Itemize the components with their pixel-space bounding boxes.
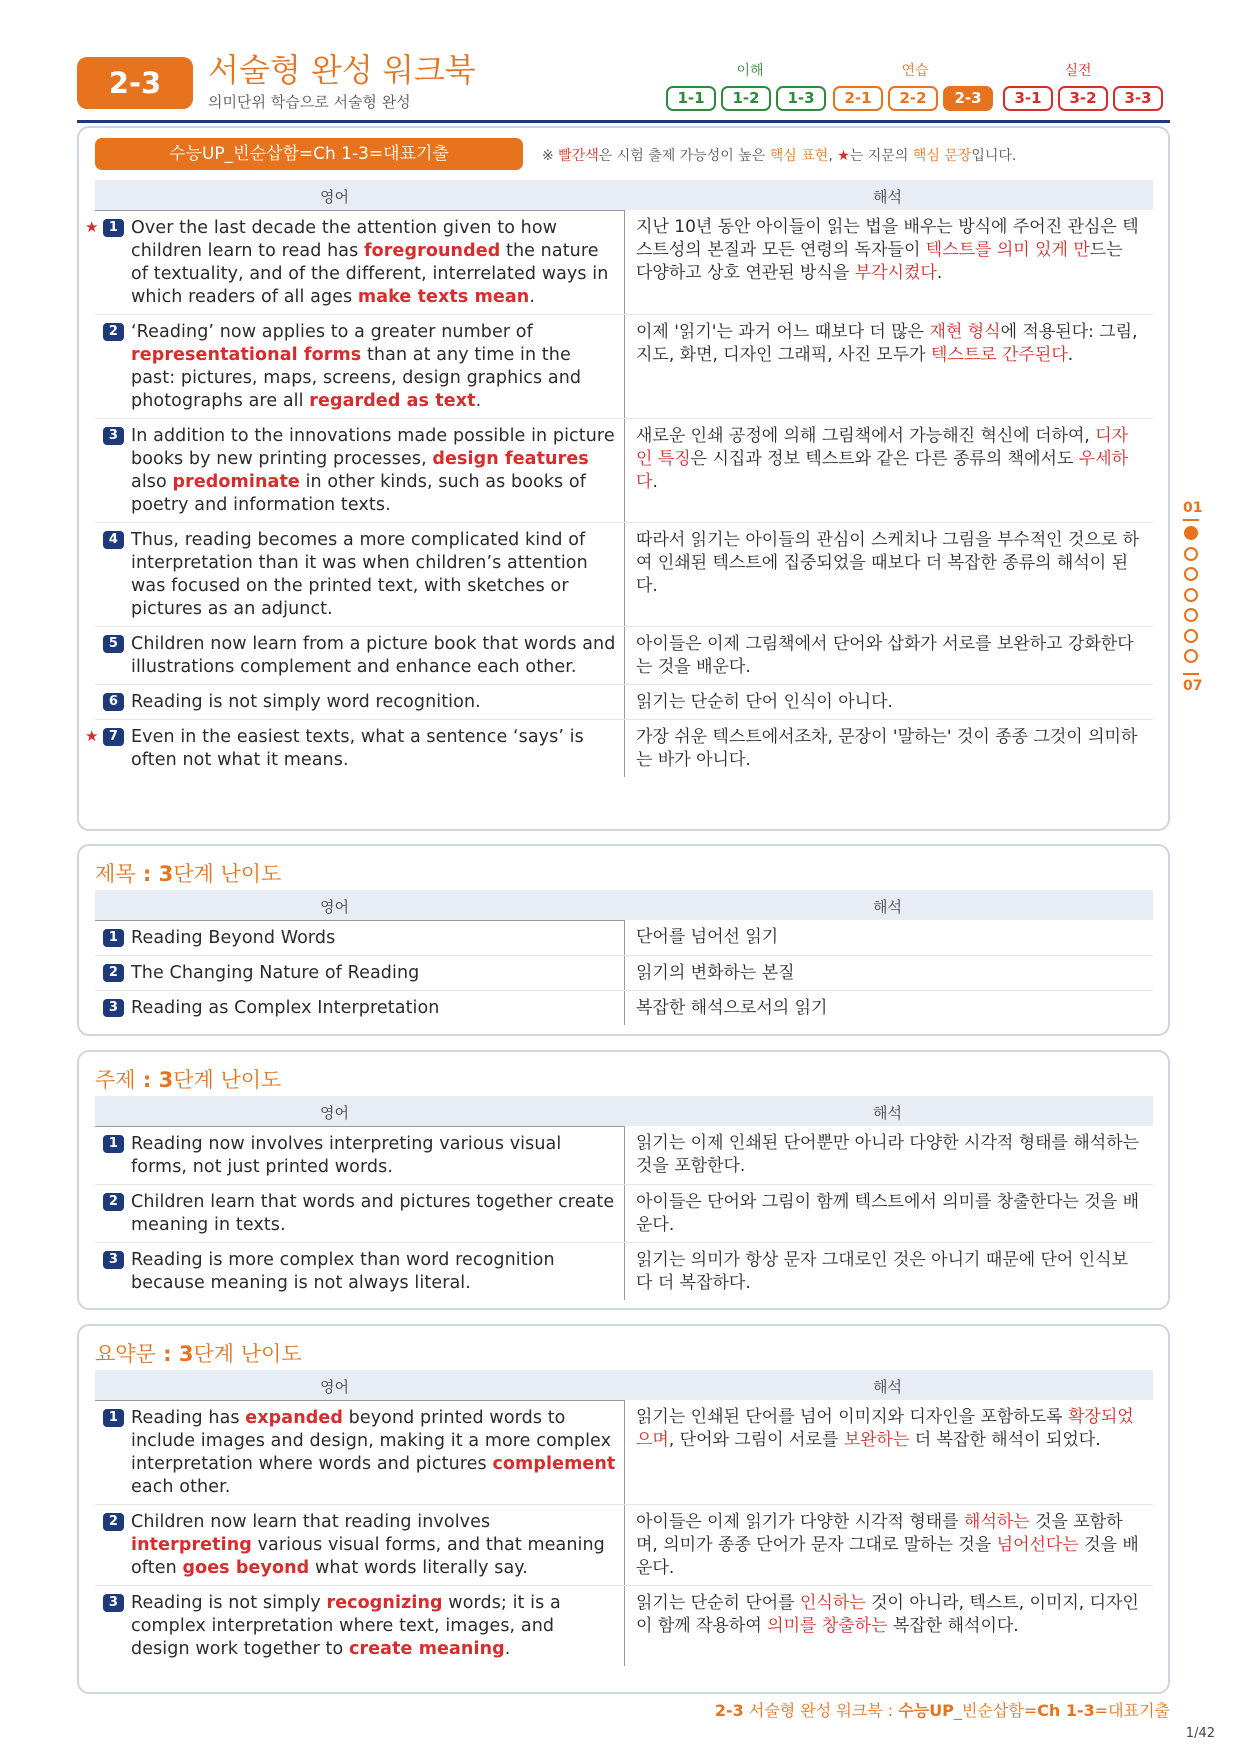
key-expression: complement (492, 1454, 616, 1474)
progress-dot (1184, 567, 1198, 581)
title-column-header (95, 890, 1153, 920)
nav-pill-2-1[interactable]: 2-1 (833, 86, 883, 111)
theme-section-heading (95, 1064, 281, 1094)
nav-group-label-practice: 연습 (901, 63, 929, 79)
sentence-number: 4 (103, 531, 124, 549)
translation-text: 복잡한 해석이다. (887, 1616, 1019, 1636)
key-expression: representational forms (131, 345, 362, 365)
sentence-number: 1 (103, 929, 124, 947)
sentence-text: Even in the easiest texts, what a sentence ‘says’ is often not what it means. (131, 727, 584, 770)
note-text-1: 은 시험 출제 가능성이 높은 (598, 148, 770, 164)
title-section-heading (95, 858, 281, 888)
heading-label: 주제 (95, 1068, 136, 1092)
korean-cell (625, 210, 1153, 314)
column-header-korean: 해석 (873, 1104, 902, 1122)
korean-cell (625, 1505, 1153, 1585)
progress-dot (1184, 629, 1198, 643)
column-header-english: 영어 (320, 898, 349, 916)
nav-group-label-real: 실전 (1064, 63, 1092, 79)
translation-text: 읽기는 단순히 단어를 (636, 1593, 801, 1613)
column-header-korean: 해석 (873, 898, 902, 916)
progress-dot (1184, 547, 1198, 561)
english-cell (95, 685, 625, 719)
unit-badge: 2-3 (77, 57, 193, 109)
key-expression: goes beyond (182, 1558, 310, 1578)
key-translation: 해석하는 (964, 1512, 1030, 1532)
translation-text: 읽기는 단순히 단어 인식이 아니다. (636, 692, 893, 712)
english-cell (95, 1126, 625, 1184)
note-text-2: , (828, 148, 838, 164)
english-cell (95, 1505, 625, 1585)
sentence-number: 6 (103, 693, 124, 711)
english-cell (95, 991, 625, 1025)
nav-pill-1-2[interactable]: 1-2 (721, 86, 771, 111)
translation-text: 것이 아니라, 텍스트, 이미지, 디자인이 함께 작용하여 (636, 1593, 1139, 1636)
table-row (95, 1586, 1153, 1666)
sentence-number: 1 (103, 219, 124, 237)
sentence-number: 2 (103, 323, 124, 341)
key-expression: expanded (245, 1408, 343, 1428)
translation-text: 새로운 인쇄 공정에 의해 그림책에서 가능해진 혁신에 더하여, (636, 426, 1096, 446)
nav-group-label-understand: 이해 (736, 63, 764, 79)
side-index-end: 07 (1183, 678, 1203, 694)
sentence-number: 3 (103, 999, 124, 1017)
note-red-word: 빨간색 (558, 148, 599, 164)
translation-text: 읽기는 이제 인쇄된 단어뿐만 아니라 다양한 시각적 형태를 해석하는 것을 포함한다. (636, 1133, 1140, 1176)
table-row (95, 523, 1153, 627)
heading-level: : 3 (155, 1342, 194, 1366)
footer-unit: 2-3 (714, 1701, 744, 1720)
korean-cell (625, 523, 1153, 626)
key-translation: 보완하는 (843, 1430, 910, 1450)
key-translation: 부각시켰다 (854, 263, 937, 283)
translation-text: 더 복잡한 해석이 되었다. (909, 1430, 1101, 1450)
nav-pill-3-1[interactable]: 3-1 (1003, 86, 1053, 111)
column-header-english: 영어 (320, 188, 349, 206)
sentence-text: also (131, 472, 173, 492)
footer-caption (715, 1698, 1170, 1721)
nav-pill-2-2[interactable]: 2-2 (888, 86, 938, 111)
summary-rows (95, 1400, 1153, 1666)
passage-rows (85, 210, 1153, 777)
english-cell (95, 1400, 625, 1504)
column-header-english: 영어 (320, 1378, 349, 1396)
note-core-expression: 핵심 표현 (769, 148, 829, 164)
sentence-text: in other kinds, such as books of poetry and information texts. (131, 472, 587, 515)
key-translation: 재현 형식 (929, 322, 1001, 342)
translation-text: . (936, 263, 943, 283)
english-cell (95, 1586, 625, 1666)
heading-difficulty: 단계 난이도 (173, 862, 282, 886)
sentence-text: Over the last decade the attention given to how children learn to read has (131, 218, 558, 261)
korean-cell (625, 315, 1153, 418)
english-cell (95, 419, 625, 522)
table-row (95, 1126, 1153, 1185)
key-expression: regarded as text (309, 391, 476, 411)
sentence-number: 2 (103, 1193, 124, 1211)
note-suffix: 입니다. (971, 148, 1017, 164)
translation-text: 드는 다양하고 상호 연관된 방식을 (636, 240, 1123, 283)
note-text-3: 는 지문의 (849, 148, 913, 164)
key-expression: design features (432, 449, 589, 469)
page-number: 1/42 (1185, 1726, 1215, 1741)
translation-text: , 단어와 그림이 서로를 (668, 1430, 844, 1450)
sentence-number: 1 (103, 1135, 124, 1153)
summary-section (77, 1324, 1170, 1694)
sentence-text: various visual forms, and that meaning often (131, 1535, 605, 1578)
heading-label: 제목 (95, 862, 136, 886)
sentence-text: Reading is not simply word recognition. (131, 692, 481, 712)
key-translation: 인식하는 (800, 1593, 866, 1613)
footer-series: 수능UP (898, 1701, 954, 1720)
korean-cell (625, 685, 1153, 719)
table-row (95, 1400, 1153, 1505)
theme-section (77, 1050, 1170, 1310)
table-row (95, 685, 1153, 720)
passage-column-header (95, 180, 1153, 210)
theme-rows (95, 1126, 1153, 1300)
table-row (95, 920, 1153, 956)
note-star-icon: ★ (837, 148, 850, 164)
key-translation: 확장되었으며 (636, 1407, 1134, 1450)
sentence-text: Reading is not simply (131, 1593, 327, 1613)
translation-text: 단어를 넘어선 읽기 (636, 927, 779, 947)
table-row (85, 720, 1153, 777)
progress-dot (1184, 608, 1198, 622)
english-cell (95, 920, 625, 955)
korean-cell (625, 1586, 1153, 1666)
key-expression: predominate (172, 472, 300, 492)
sentence-text: Children now learn that reading involves (131, 1512, 491, 1532)
footer-text-3: =대표기출 (1094, 1701, 1170, 1720)
sentence-text: ‘Reading’ now applies to a greater number of (131, 322, 533, 342)
sentence-text: Reading now involves interpreting various visual forms, not just printed words. (131, 1134, 562, 1177)
sentence-text: Thus, reading becomes a more complicated kind of interpretation than it was when children’s attention was focused on the printed text, with sketches or pictures as an adjunct. (131, 530, 588, 619)
table-row (95, 1505, 1153, 1586)
translation-text: . (652, 472, 658, 492)
sentence-text: each other. (131, 1477, 231, 1497)
nav-pill-3-2[interactable]: 3-2 (1058, 86, 1108, 111)
heading-level: : 3 (135, 1068, 174, 1092)
korean-cell (625, 956, 1153, 990)
nav-pill-2-3[interactable]: 2-3 (943, 86, 993, 111)
title-section (77, 844, 1170, 1036)
heading-difficulty: 단계 난이도 (193, 1342, 302, 1366)
translation-text: 것을 배운다. (636, 1535, 1139, 1578)
sentence-number: 7 (103, 728, 124, 746)
key-expression: interpreting (131, 1535, 252, 1555)
translation-text: 복잡한 해석으로서의 읽기 (636, 998, 828, 1018)
translation-text: 이제 '읽기'는 과거 어느 때보다 더 많은 (636, 322, 930, 342)
sentence-number: 1 (103, 1409, 124, 1427)
theme-column-header (95, 1096, 1153, 1126)
star-icon: ★ (85, 727, 99, 745)
english-cell (95, 1185, 625, 1242)
footer-chapter: Ch 1-3 (1037, 1701, 1095, 1720)
table-row (85, 210, 1153, 315)
sentence-number: 3 (103, 427, 124, 445)
column-header-korean: 해석 (873, 188, 902, 206)
korean-cell (625, 991, 1153, 1025)
progress-dot (1184, 588, 1198, 602)
key-expression: foregrounded (363, 241, 501, 261)
sentence-text: . (529, 287, 536, 307)
sentence-text: Reading is more complex than word recognition because meaning is not always literal. (131, 1250, 555, 1293)
key-expression: make texts mean (357, 287, 530, 307)
sentence-text: Reading has (131, 1408, 246, 1428)
korean-cell (625, 920, 1153, 955)
sentence-number: 3 (103, 1594, 124, 1612)
legend-note (542, 145, 1016, 165)
side-index-start: 01 (1183, 500, 1203, 516)
passage-section (77, 126, 1170, 831)
header-divider (77, 120, 1170, 123)
summary-section-heading (95, 1338, 302, 1368)
translation-text: 읽기는 의미가 항상 문자 그대로인 것은 아니기 때문에 단어 인식보다 더 복잡하다. (636, 1250, 1129, 1293)
translation-text: 가장 쉬운 텍스트에서조차, 문장이 '말하는' 것이 종종 그것이 의미하는 바가 아니다. (636, 727, 1138, 770)
heading-difficulty: 단계 난이도 (173, 1068, 282, 1092)
translation-text: . (1067, 345, 1074, 365)
sentence-text: . (475, 391, 482, 411)
table-row (95, 1185, 1153, 1243)
progress-dot (1184, 649, 1198, 663)
korean-cell (625, 1400, 1153, 1504)
heading-level: : 3 (135, 862, 174, 886)
sentence-text: than at any time in the past: pictures, maps, screens, design graphics and photographs are all (131, 345, 582, 411)
translation-text: 에 적용된다: 그림, 지도, 화면, 디자인 그래픽, 사진 모두가 (636, 322, 1138, 365)
note-prefix: ※ (542, 148, 559, 164)
table-row (95, 991, 1153, 1025)
korean-cell (625, 1185, 1153, 1242)
note-core-sentence: 핵심 문장 (912, 148, 972, 164)
table-row (95, 315, 1153, 419)
sentence-text: Children learn that words and pictures together create meaning in texts. (131, 1192, 615, 1235)
summary-column-header (95, 1370, 1153, 1400)
translation-text: 아이들은 단어와 그림이 함께 텍스트에서 의미를 창출한다는 것을 배운다. (636, 1192, 1140, 1235)
english-cell (95, 1243, 625, 1300)
page-title: 서술형 완성 워크북 (208, 51, 476, 89)
nav-pill-1-1[interactable]: 1-1 (666, 86, 716, 111)
english-cell (95, 315, 625, 418)
nav-pill-3-3[interactable]: 3-3 (1113, 86, 1163, 111)
nav-pill-1-3[interactable]: 1-3 (776, 86, 826, 111)
translation-text: 은 시집과 정보 텍스트와 같은 다른 종류의 책에서도 (690, 449, 1079, 469)
sentence-text: Children now learn from a picture book that words and illustrations complement and enhance each other. (131, 634, 616, 677)
english-cell (95, 956, 625, 990)
translation-text: 지난 10년 동안 아이들이 읽는 법을 배우는 방식에 주어진 관심은 텍스트성의 본질과 모든 연령의 독자들이 (636, 217, 1139, 260)
key-translation: 넘어선다는 (996, 1535, 1079, 1555)
korean-cell (625, 1243, 1153, 1300)
sentence-text: The Changing Nature of Reading (131, 963, 420, 983)
footer-text: 서술형 완성 워크북 : (743, 1701, 899, 1720)
sentence-text: Reading Beyond Words (131, 928, 336, 948)
translation-text: 아이들은 이제 읽기가 다양한 시각적 형태를 (636, 1512, 965, 1532)
column-header-english: 영어 (320, 1104, 349, 1122)
side-index-bottom-rule (1183, 673, 1199, 675)
sentence-text: the nature of textuality, and of the different, interrelated ways in which readers of all ages (131, 241, 609, 307)
sentence-text: In addition to the innovations made possible in picture books by new printing processes, (131, 426, 615, 469)
translation-text: 읽기는 인쇄된 단어를 넘어 이미지와 디자인을 포함하도록 (636, 1407, 1068, 1427)
heading-label: 요약문 (95, 1342, 156, 1366)
passage-tag: 수능UP_빈순삽함=Ch 1-3=대표기출 (95, 138, 523, 170)
column-header-korean: 해석 (873, 1378, 902, 1396)
footer-text-2: _빈순삽함= (953, 1701, 1038, 1720)
key-translation: 우세하다 (636, 449, 1129, 492)
table-row (95, 1243, 1153, 1300)
key-translation: 텍스트를 의미 있게 만 (925, 240, 1090, 260)
english-cell (85, 210, 625, 314)
key-translation: 텍스트로 간주된다 (930, 345, 1068, 365)
sentence-text: what words literally say. (309, 1558, 528, 1578)
korean-cell (625, 720, 1153, 777)
translation-text: 따라서 읽기는 아이들의 관심이 스케치나 그림을 부수적인 것으로 하여 인쇄된 텍스트에 집중되었을 때보다 더 복잡한 종류의 해석이 된다. (636, 530, 1140, 596)
korean-cell (625, 419, 1153, 522)
english-cell (95, 523, 625, 626)
key-expression: recognizing (326, 1593, 443, 1613)
translation-text: 것을 포함하며, 의미가 종종 단어가 문자 그대로 말하는 것을 (636, 1512, 1123, 1555)
side-index-top-rule (1183, 519, 1199, 521)
table-row (95, 419, 1153, 523)
english-cell (95, 627, 625, 684)
sentence-text: Reading as Complex Interpretation (131, 998, 440, 1018)
sentence-number: 2 (103, 964, 124, 982)
progress-dot (1184, 526, 1198, 540)
key-expression: create meaning (348, 1639, 505, 1659)
sentence-number: 3 (103, 1251, 124, 1269)
star-icon: ★ (85, 218, 99, 236)
translation-text: 읽기의 변화하는 본질 (636, 963, 795, 983)
sentence-number: 2 (103, 1513, 124, 1531)
title-rows (95, 920, 1153, 1025)
korean-cell (625, 627, 1153, 684)
english-cell (85, 720, 625, 777)
translation-text: 아이들은 이제 그림책에서 단어와 삽화가 서로를 보완하고 강화한다는 것을 배운다. (636, 634, 1134, 677)
sentence-text: words; it is a complex interpretation where text, images, and design work together to (131, 1593, 561, 1659)
page-subtitle: 의미단위 학습으로 서술형 완성 (208, 93, 411, 111)
table-row (95, 627, 1153, 685)
table-row (95, 956, 1153, 991)
sentence-text: beyond printed words to include images and design, making it a more complex interpretation where words and pictures (131, 1408, 612, 1474)
key-translation: 의미를 창출하는 (767, 1616, 888, 1636)
korean-cell (625, 1126, 1153, 1184)
key-translation: 디자인 특징 (636, 426, 1129, 469)
sentence-number: 5 (103, 635, 124, 653)
sentence-text: . (504, 1639, 511, 1659)
